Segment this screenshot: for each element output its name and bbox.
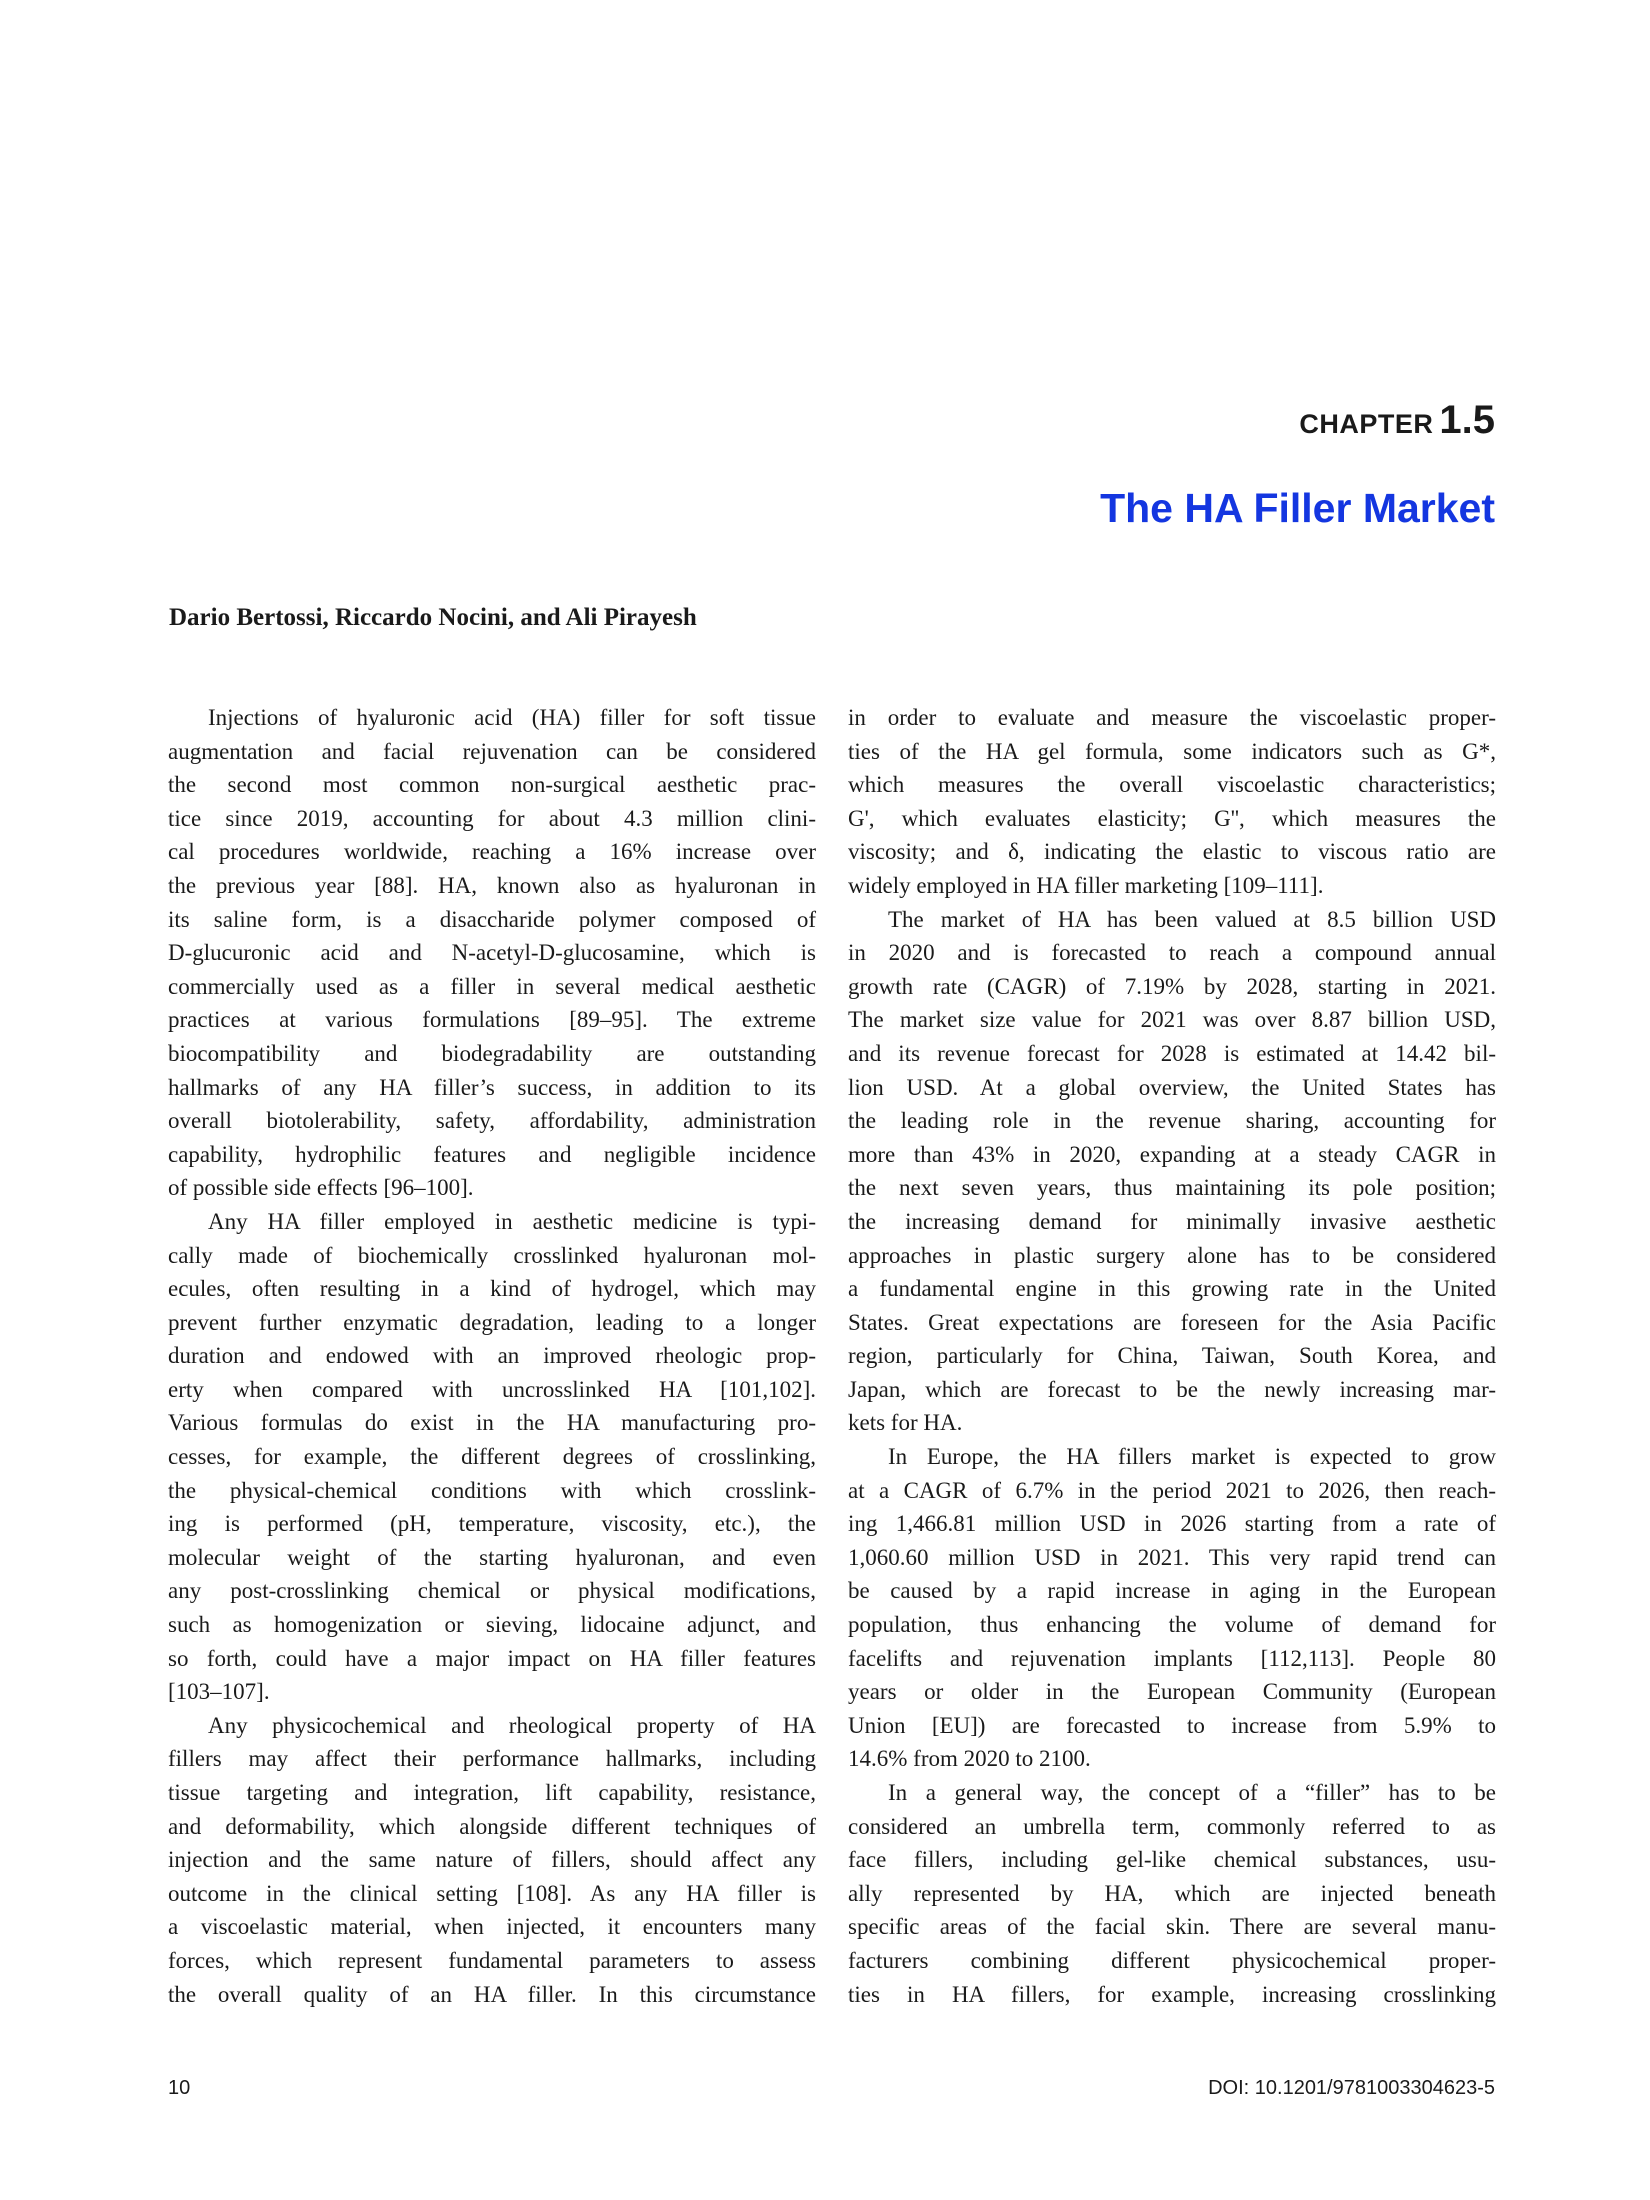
paragraph [848,1776,1496,2011]
text-line: region, particularly for China, Taiwan, South Korea, and [848,1343,1496,1369]
text-line: Any HA filler employed in aesthetic medicine is typi- [208,1208,816,1234]
text-line: of possible side effects [96–100]. [168,1175,474,1201]
text-line: ties in HA fillers, for example, increasing crosslinking [848,1981,1496,2007]
text-line: specific areas of the facial skin. There are several manu- [848,1914,1496,1940]
text-line: Union [EU]) are forecasted to increase from 5.9% to [848,1712,1496,1738]
text-line: In a general way, the concept of a “filler” has to be [888,1780,1496,1805]
text-line: the increasing demand for minimally invasive aesthetic [848,1208,1496,1234]
text-line: face fillers, including gel-like chemical substances, usu- [848,1847,1496,1873]
text-line: its saline form, is a disaccharide polymer composed of [168,906,816,932]
text-line: the overall quality of an HA filler. In this circumstance [168,1981,816,2007]
text-line: lion USD. At a global overview, the United States has [848,1074,1496,1100]
text-line: tice since 2019, accounting for about 4.3 million clini- [168,805,816,831]
text-line: growth rate (CAGR) of 7.19% by 2028, starting in 2021. [848,973,1496,999]
text-line: ties of the HA gel formula, some indicators such as G*, [848,738,1496,764]
text-line: hallmarks of any HA filler’s success, in addition to its [168,1074,816,1100]
text-line: in 2020 and is forecasted to reach a compound annual [848,940,1496,966]
text-line: such as homogenization or sieving, lidocaine adjunct, and [168,1612,816,1638]
text-line: biocompatibility and biodegradability are outstanding [168,1040,816,1066]
paragraph [848,1440,1496,1776]
text-line: a viscoelastic material, when injected, it encounters many [168,1914,816,1940]
body-column-left [168,701,816,2011]
paragraph [168,1205,816,1709]
text-line: kets for HA. [848,1410,963,1436]
text-line: facelifts and rejuvenation implants [112,113]. People 80 [848,1645,1496,1671]
text-line: duration and endowed with an improved rheologic prop- [168,1343,816,1369]
text-line: years or older in the European Community (European [848,1679,1496,1705]
text-line: the physical-chemical conditions with which crosslink- [168,1477,816,1503]
text-line: facturers combining different physicochemical proper- [848,1947,1496,1973]
paragraph [168,1709,816,2011]
text-line: 14.6% from 2020 to 2100. [848,1746,1091,1772]
paragraph [848,701,1496,903]
text-line: The market of HA has been valued at 8.5 billion USD [888,906,1496,932]
text-line: and deformability, which alongside different techniques of [168,1813,816,1839]
text-line: ecules, often resulting in a kind of hydrogel, which may [168,1276,816,1302]
doi: DOI: 10.1201/9781003304623-5 [1208,2077,1495,2099]
text-line: 1,060.60 million USD in 2021. This very rapid trend can [848,1544,1496,1570]
text-line: Any physicochemical and rheological property of HA [208,1712,816,1738]
text-line: Various formulas do exist in the HA manufacturing pro- [168,1410,816,1436]
text-line: D-glucuronic acid and N-acetyl-D-glucosamine, which is [168,940,816,966]
text-line: ing is performed (pH, temperature, viscosity, etc.), the [168,1511,816,1537]
chapter-title: The HA Filler Market [1100,485,1495,531]
text-line: molecular weight of the starting hyaluronan, and even [168,1544,816,1570]
body-column-right [848,701,1496,2011]
text-line: fillers may affect their performance hallmarks, including [168,1746,816,1772]
text-line: Injections of hyaluronic acid (HA) filler for soft tissue [208,705,816,730]
text-line: The market size value for 2021 was over 8.87 billion USD, [848,1007,1496,1033]
text-line: and its revenue forecast for 2028 is estimated at 14.42 bil- [848,1040,1496,1066]
text-line: cesses, for example, the different degrees of crosslinking, [168,1444,816,1470]
text-line: the next seven years, thus maintaining its pole position; [848,1175,1496,1201]
text-line: tissue targeting and integration, lift capability, resistance, [168,1780,816,1805]
text-line: ally represented by HA, which are injected beneath [848,1880,1496,1906]
text-line: erty when compared with uncrosslinked HA [101,102]. [168,1376,816,1402]
text-line: in order to evaluate and measure the viscoelastic proper- [848,705,1496,730]
text-line: the second most common non-surgical aesthetic prac- [168,772,816,798]
text-line: cal procedures worldwide, reaching a 16% increase over [168,839,816,865]
text-line: at a CAGR of 6.7% in the period 2021 to 2026, then reach- [848,1477,1496,1503]
text-line: be caused by a rapid increase in aging in the European [848,1578,1496,1604]
text-line: injection and the same nature of fillers, should affect any [168,1847,816,1873]
authors: Dario Bertossi, Riccardo Nocini, and Ali Pirayesh [169,604,697,631]
text-line: overall biotolerability, safety, affordability, administration [168,1108,816,1134]
text-line: augmentation and facial rejuvenation can be considered [168,738,816,764]
text-line: capability, hydrophilic features and negligible incidence [168,1141,816,1167]
text-line: forces, which represent fundamental parameters to assess [168,1947,816,1973]
text-line: approaches in plastic surgery alone has to be considered [848,1242,1496,1268]
chapter-number: 1.5 [1439,398,1495,442]
text-line: which measures the overall viscoelastic characteristics; [848,772,1496,798]
chapter-heading [1299,398,1495,443]
text-line: any post-crosslinking chemical or physical modifications, [168,1578,816,1604]
text-line: so forth, could have a major impact on HA filler features [168,1645,816,1671]
page-number: 10 [168,2077,191,2099]
text-line: more than 43% in 2020, expanding at a steady CAGR in [848,1141,1496,1167]
text-line: a fundamental engine in this growing rate in the United [848,1276,1496,1302]
chapter-label: CHAPTER [1299,409,1434,439]
text-line: cally made of biochemically crosslinked hyaluronan mol- [168,1242,816,1268]
text-line: the previous year [88]. HA, known also as hyaluronan in [168,872,816,898]
text-line: practices at various formulations [89–95]. The extreme [168,1007,816,1033]
text-line: viscosity; and δ, indicating the elastic to viscous ratio are [848,839,1496,865]
text-line: G', which evaluates elasticity; G'', which measures the [848,805,1496,831]
text-line: widely employed in HA filler marketing [109–111]. [848,872,1324,898]
text-line: ing 1,466.81 million USD in 2026 starting from a rate of [848,1511,1496,1537]
text-line: States. Great expectations are foreseen for the Asia Pacific [848,1309,1496,1335]
paragraph [168,701,816,1205]
text-line: [103–107]. [168,1679,270,1705]
text-line: population, thus enhancing the volume of demand for [848,1612,1496,1638]
paragraph [848,903,1496,1441]
text-line: outcome in the clinical setting [108]. As any HA filler is [168,1880,816,1906]
text-line: prevent further enzymatic degradation, leading to a longer [168,1309,816,1335]
text-line: the leading role in the revenue sharing, accounting for [848,1108,1496,1134]
text-line: considered an umbrella term, commonly referred to as [848,1813,1496,1839]
text-line: In Europe, the HA fillers market is expected to grow [888,1444,1496,1470]
text-line: Japan, which are forecast to be the newly increasing mar- [848,1376,1496,1402]
text-line: commercially used as a filler in several medical aesthetic [168,973,816,999]
